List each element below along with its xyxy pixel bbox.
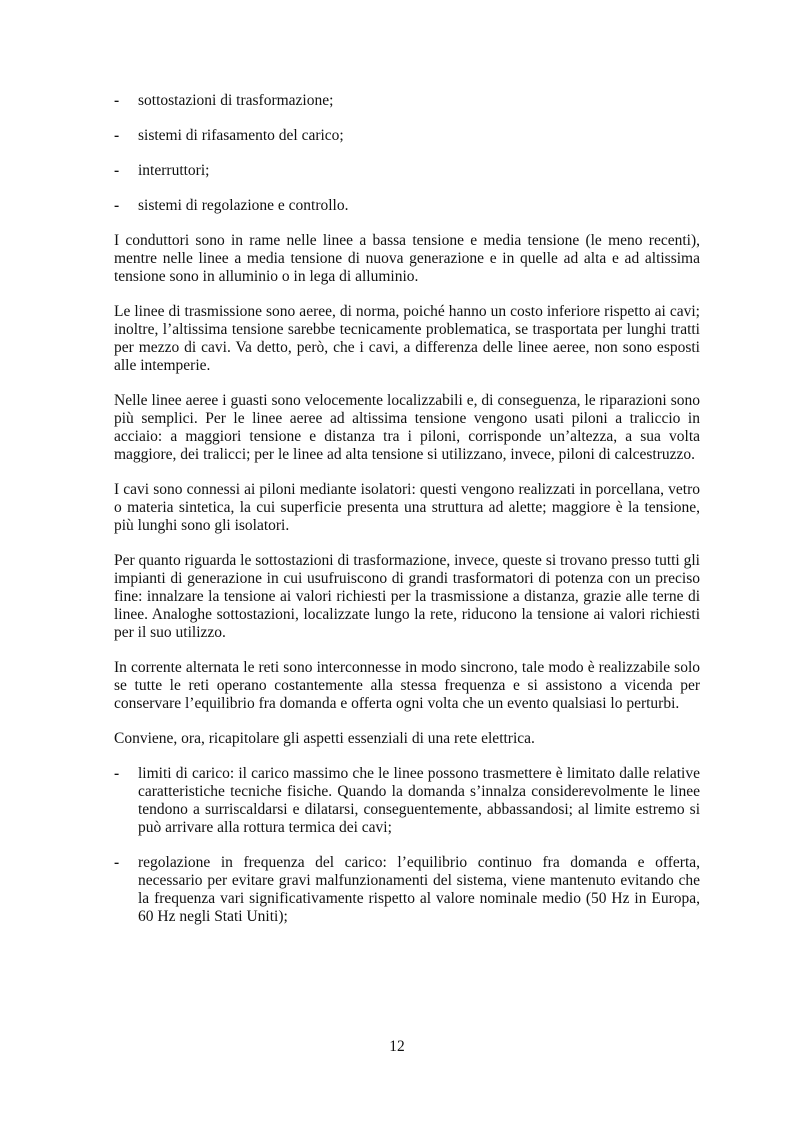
bullet-dash: - xyxy=(114,197,120,214)
bullet-dash: - xyxy=(114,127,120,144)
paragraph-conductors: I conduttori sono in rame nelle linee a bassa tensione e media tensione (le meno recenti), mentre nelle linee a media tensione di nuova generazione e in quelle ad alta e ad altissima tensione sono in alluminio o in lega di alluminio. xyxy=(114,232,700,285)
list-item-text: sottostazioni di trasformazione; xyxy=(138,92,334,109)
bullet-dash: - xyxy=(114,765,120,782)
list-item xyxy=(114,854,700,926)
paragraph-substations: Per quanto riguarda le sottostazioni di trasformazione, invece, queste si trovano presso tutti gli impianti di generazione in cui usufruiscono di grandi trasformatori di potenza con un preciso fine: innalzare la tensione ai valori richiesti per la trasmissione a distanza, grazie alle terne di linee. Analoghe sottostazioni, localizzate lungo la rete, riducono la tensione ai valori richiesti per il suo utilizzo. xyxy=(114,552,700,641)
bullet-dash: - xyxy=(114,854,120,871)
list-item xyxy=(114,162,700,180)
paragraph-insulators: I cavi sono connessi ai piloni mediante isolatori: questi vengono realizzati in porcellana, vetro o materia sintetica, la cui superficie presenta una struttura ad alette; maggiore è la tensione, più lunghi sono gli isolatori. xyxy=(114,481,700,534)
list-item-text: limiti di carico: il carico massimo che le linee possono trasmettere è limitato dalle relative caratteristiche tecniche fisiche. Quando la domanda s’innalza considerevolmente le linee tendono a surriscaldarsi e dilatarsi, conseguentemente, abbassandosi; al limite estremo si può arrivare alla rottura termica dei cavi; xyxy=(138,765,700,836)
list-item xyxy=(114,127,700,145)
list-item xyxy=(114,765,700,837)
paragraph-summary-intro: Conviene, ora, ricapitolare gli aspetti essenziali di una rete elettrica. xyxy=(114,730,535,747)
paragraph-synchronous-grid: In corrente alternata le reti sono interconnesse in modo sincrono, tale modo è realizzabile solo se tutte le reti operano costantemente alla stessa frequenza e si assistono a vicenda per conservare l’equilibrio fra domanda e offerta ogni volta che un evento qualsiasi lo perturbi. xyxy=(114,659,700,712)
list-item-text: sistemi di rifasamento del carico; xyxy=(138,127,344,144)
paragraph-overhead-lines: Nelle linee aeree i guasti sono velocemente localizzabili e, di conseguenza, le riparazioni sono più semplici. Per le linee aeree ad altissima tensione vengono usati piloni a traliccio in acciaio: a maggiori tensione e distanza tra i piloni, corrisponde un’altezza, a sua volta maggiore, dei tralicci; per le linee ad alta tensione si utilizzano, invece, piloni di calcestruzzo. xyxy=(114,392,700,463)
text-column xyxy=(114,92,700,943)
bullet-dash: - xyxy=(114,162,120,179)
list-item-text: interruttori; xyxy=(138,162,210,179)
list-item-text: regolazione in frequenza del carico: l’equilibrio continuo fra domanda e offerta, necessario per evitare gravi malfunzionamenti del sistema, viene mantenuto evitando che la frequenza vari significativamente rispetto al valore nominale medio (50 Hz in Europa, 60 Hz negli Stati Uniti); xyxy=(138,854,700,925)
page-number: 12 xyxy=(389,1038,405,1055)
list-item xyxy=(114,92,700,110)
list-item xyxy=(114,197,700,215)
list-item-text: sistemi di regolazione e controllo. xyxy=(138,197,349,214)
paragraph-transmission-lines: Le linee di trasmissione sono aeree, di norma, poiché hanno un costo inferiore rispetto ai cavi; inoltre, l’altissima tensione sarebbe tecnicamente problematica, se trasportata per lunghi tratti per mezzo di cavi. Va detto, però, che i cavi, a differenza delle linee aeree, non sono esposti alle intemperie. xyxy=(114,303,700,374)
bullet-dash: - xyxy=(114,92,120,109)
